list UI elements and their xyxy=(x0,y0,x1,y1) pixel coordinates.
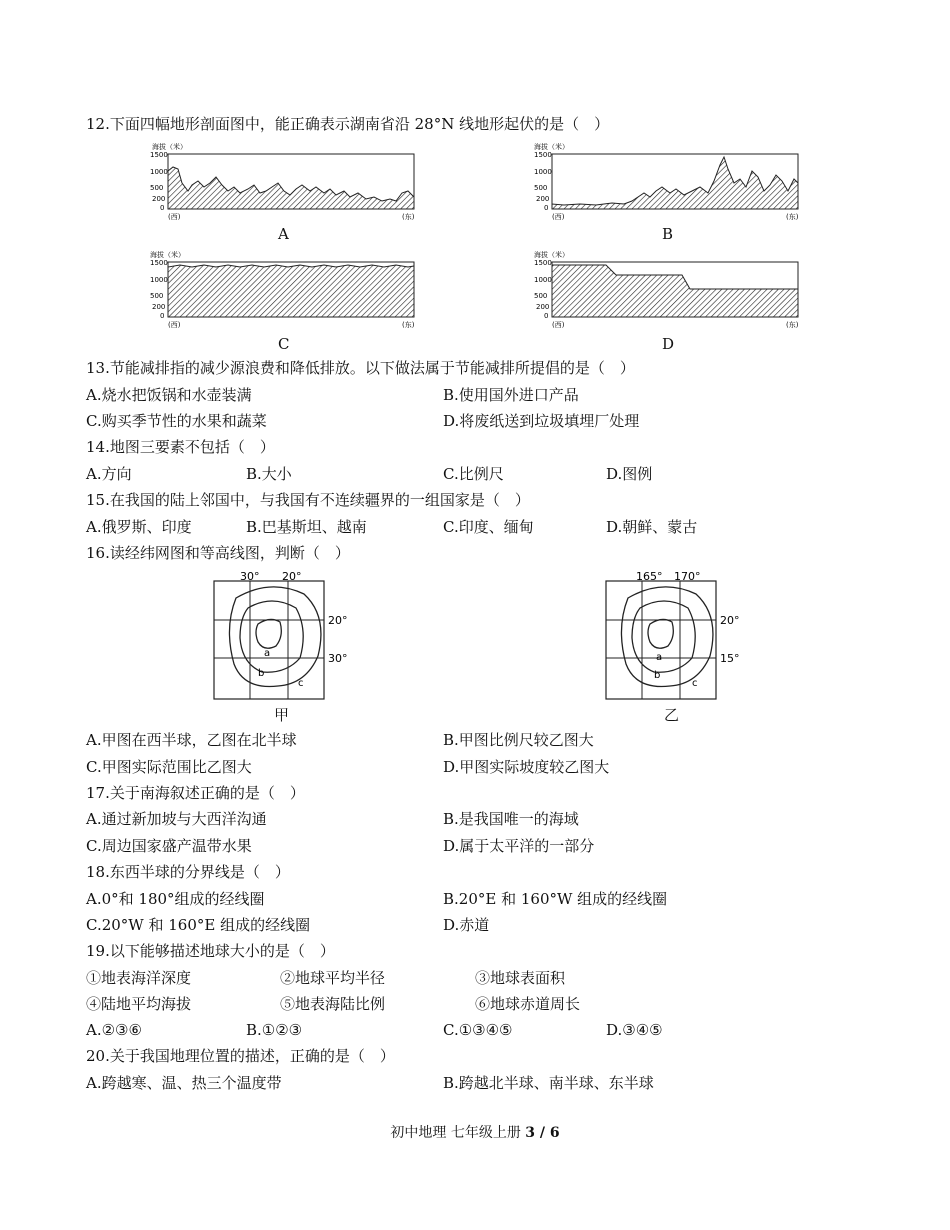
profile-d-caption: D xyxy=(662,335,675,353)
q19-option-c: C.①③④⑤ xyxy=(443,1021,513,1039)
q15-option-b: B.巴基斯坦、越南 xyxy=(246,518,367,536)
map-jia-graticule xyxy=(200,568,360,702)
q15-option-a: A.俄罗斯、印度 xyxy=(86,518,192,536)
q19-item-1: ①地表海洋深度 xyxy=(86,969,192,987)
q14-option-a: A.方向 xyxy=(86,465,132,483)
q19-option-d: D.③④⑤ xyxy=(606,1021,663,1039)
svg-text:1000: 1000 xyxy=(150,276,168,284)
q19-option-b: B.①②③ xyxy=(246,1021,303,1039)
svg-text:0: 0 xyxy=(544,204,549,212)
svg-text:500: 500 xyxy=(534,184,548,192)
q19-item-5: ⑤地表海陆比例 xyxy=(280,995,386,1013)
q14-option-d: D.图例 xyxy=(606,465,653,483)
svg-text:1000: 1000 xyxy=(150,168,168,176)
svg-text:20°: 20° xyxy=(720,614,740,627)
profile-ylabel: 海拔（米） xyxy=(152,143,187,151)
svg-text:20°: 20° xyxy=(282,570,302,583)
q14-option-b: B.大小 xyxy=(246,465,292,483)
q16-option-c: C.甲图实际范围比乙图大 xyxy=(86,758,252,776)
q19-stem: 19.以下能够描述地球大小的是（ ） xyxy=(86,942,335,960)
q17-option-d: D.属于太平洋的一部分 xyxy=(443,837,595,855)
svg-text:165°: 165° xyxy=(636,570,663,583)
map-yi xyxy=(592,568,752,706)
svg-text:a: a xyxy=(656,652,663,663)
q18-option-b: B.20°E 和 160°W 组成的经线圈 xyxy=(443,890,668,908)
q18-option-c: C.20°W 和 160°E 组成的经线圈 xyxy=(86,916,311,934)
svg-text:30°: 30° xyxy=(328,652,348,665)
svg-text:200: 200 xyxy=(152,303,166,311)
q17-stem: 17.关于南海叙述正确的是（ ） xyxy=(86,784,305,802)
svg-text:200: 200 xyxy=(152,195,166,203)
svg-text:海拔（米）: 海拔（米） xyxy=(534,143,569,151)
q19-item-4: ④陆地平均海拔 xyxy=(86,995,192,1013)
svg-text:(西): (西) xyxy=(552,213,565,221)
svg-text:(东): (东) xyxy=(402,213,415,221)
svg-text:15°: 15° xyxy=(720,652,740,665)
q13-stem: 13.节能减排指的减少源浪费和降低排放。以下做法属于节能减排所提倡的是（ ） xyxy=(86,359,635,377)
svg-text:海拔（米）: 海拔（米） xyxy=(150,251,185,259)
svg-text:(西): (西) xyxy=(168,321,181,329)
svg-text:1500: 1500 xyxy=(534,259,552,267)
svg-text:(西): (西) xyxy=(552,321,565,329)
q15-option-d: D.朝鲜、蒙古 xyxy=(606,518,698,536)
profile-d xyxy=(524,249,809,335)
svg-text:1500: 1500 xyxy=(150,259,168,267)
svg-text:200: 200 xyxy=(536,303,550,311)
svg-text:500: 500 xyxy=(150,184,164,192)
profile-b xyxy=(524,141,809,227)
q19-item-2: ②地球平均半径 xyxy=(280,969,386,987)
q13-option-a: A.烧水把饭锅和水壶装满 xyxy=(86,386,252,404)
svg-text:1000: 1000 xyxy=(534,168,552,176)
q20-option-a: A.跨越寒、温、热三个温度带 xyxy=(86,1074,282,1092)
svg-text:200: 200 xyxy=(536,195,550,203)
profile-c xyxy=(140,249,425,335)
svg-text:500: 500 xyxy=(534,292,548,300)
q12-stem: 12.下面四幅地形剖面图中，能正确表示湖南省沿 28°N 线地形起伏的是（ ） xyxy=(86,115,610,133)
page-number: 3 / 6 xyxy=(525,1125,560,1141)
q19-option-a: A.②③⑥ xyxy=(86,1021,142,1039)
svg-text:0: 0 xyxy=(160,312,165,320)
svg-text:b: b xyxy=(258,668,265,679)
q16-option-a: A.甲图在西半球，乙图在北半球 xyxy=(86,731,297,749)
svg-text:1000: 1000 xyxy=(534,276,552,284)
map-yi-graticule xyxy=(592,568,752,702)
svg-text:b: b xyxy=(654,670,661,681)
q16-stem: 16.读经纬网图和等高线图，判断（ ） xyxy=(86,544,350,562)
q18-option-d: D.赤道 xyxy=(443,916,490,934)
svg-text:(东): (东) xyxy=(786,213,799,221)
q15-stem: 15.在我国的陆上邻国中，与我国有不连续疆界的一组国家是（ ） xyxy=(86,491,530,509)
page-footer xyxy=(0,1122,950,1142)
q13-option-b: B.使用国外进口产品 xyxy=(443,386,579,404)
q15-option-c: C.印度、缅甸 xyxy=(443,518,534,536)
profile-d-chart xyxy=(524,249,809,331)
svg-text:a: a xyxy=(264,648,271,659)
q13-option-d: D.将废纸送到垃圾填埋厂处理 xyxy=(443,412,640,430)
q18-option-a: A.0°和 180°组成的经线圈 xyxy=(86,890,265,908)
q19-item-6: ⑥地球赤道周长 xyxy=(475,995,581,1013)
svg-text:170°: 170° xyxy=(674,570,701,583)
q17-option-b: B.是我国唯一的海域 xyxy=(443,810,579,828)
q20-option-b: B.跨越北半球、南半球、东半球 xyxy=(443,1074,654,1092)
svg-text:0: 0 xyxy=(160,204,165,212)
svg-text:1500: 1500 xyxy=(150,151,168,159)
q17-option-c: C.周边国家盛产温带水果 xyxy=(86,837,252,855)
q14-option-c: C.比例尺 xyxy=(443,465,504,483)
map-yi-caption: 乙 xyxy=(664,706,680,724)
svg-text:(西): (西) xyxy=(168,213,181,221)
q14-stem: 14.地图三要素不包括（ ） xyxy=(86,438,275,456)
profile-b-chart xyxy=(524,141,809,223)
q16-option-b: B.甲图比例尺较乙图大 xyxy=(443,731,594,749)
profile-b-caption: B xyxy=(662,225,674,243)
svg-text:30°: 30° xyxy=(240,570,260,583)
map-jia-caption: 甲 xyxy=(274,706,290,724)
svg-text:c: c xyxy=(692,678,698,689)
svg-text:海拔（米）: 海拔（米） xyxy=(534,251,569,259)
profile-a-caption: A xyxy=(278,225,289,243)
svg-text:c: c xyxy=(298,678,304,689)
q20-stem: 20.关于我国地理位置的描述，正确的是（ ） xyxy=(86,1047,395,1065)
q13-option-c: C.购买季节性的水果和蔬菜 xyxy=(86,412,267,430)
profile-a-chart xyxy=(140,141,425,223)
profile-c-chart xyxy=(140,249,425,331)
profile-c-caption: C xyxy=(278,335,290,353)
q19-item-3: ③地球表面积 xyxy=(475,969,566,987)
svg-text:500: 500 xyxy=(150,292,164,300)
profile-a xyxy=(140,141,425,227)
svg-text:(东): (东) xyxy=(402,321,415,329)
map-jia xyxy=(200,568,360,706)
svg-text:20°: 20° xyxy=(328,614,348,627)
svg-text:(东): (东) xyxy=(786,321,799,329)
svg-text:1500: 1500 xyxy=(534,151,552,159)
q17-option-a: A.通过新加坡与大西洋沟通 xyxy=(86,810,267,828)
footer-text: 初中地理 七年级上册 xyxy=(390,1125,526,1141)
svg-text:0: 0 xyxy=(544,312,549,320)
q16-option-d: D.甲图实际坡度较乙图大 xyxy=(443,758,610,776)
q18-stem: 18.东西半球的分界线是（ ） xyxy=(86,863,290,881)
